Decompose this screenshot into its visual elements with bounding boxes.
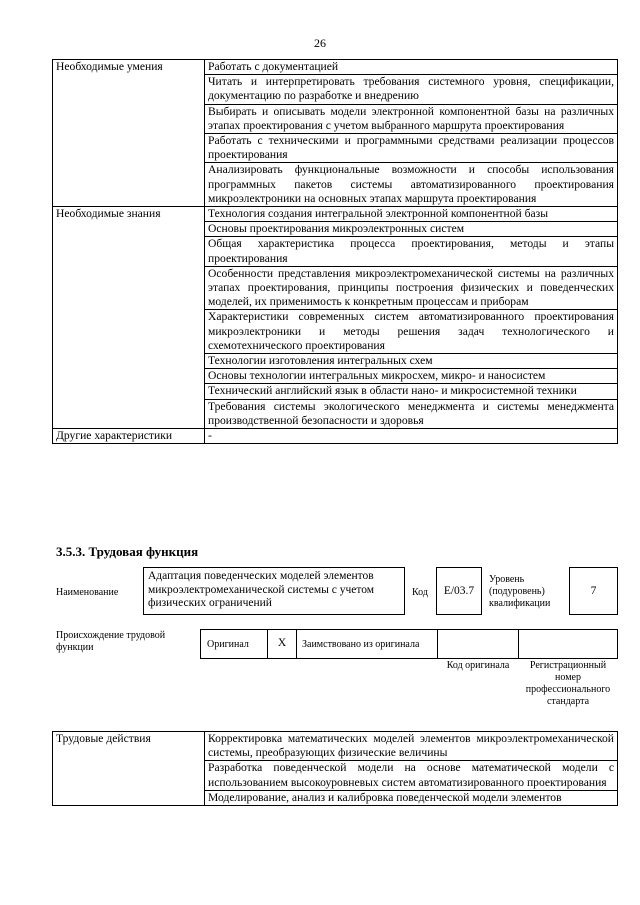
row-item-cell: Разработка поведенческой модели на основе математической модели с использованием высокоуровневых систем автоматизированного проектирования — [205, 761, 618, 790]
row-item-cell: Корректировка математических моделей элементов микроэлектромеханической системы, преобразующих физические величины — [205, 732, 618, 761]
row-item-cell: Читать и интерпретировать требования системного уровня, спецификации, документацию по разработке и внедрению — [205, 75, 618, 104]
original-label: Оригинал — [207, 639, 249, 650]
borrowed-label: Заимствовано из оригинала — [302, 639, 420, 650]
level-value: 7 — [590, 585, 597, 597]
row-label-cell — [53, 266, 205, 310]
row-label-cell — [53, 399, 205, 428]
row-item-cell: Технический английский язык в области нано- и микросистемной техники — [205, 384, 618, 399]
row-label-cell — [53, 222, 205, 237]
row-item-cell: Технологии изготовления интегральных схем — [205, 354, 618, 369]
row-label-cell — [53, 104, 205, 133]
row-label-cell — [53, 354, 205, 369]
row-item-cell: Технология создания интегральной электронной компонентной базы — [205, 207, 618, 222]
row-label-cell — [53, 134, 205, 163]
row-item-cell: - — [205, 429, 618, 444]
row-label-cell: Трудовые действия — [53, 732, 205, 761]
row-label-cell: Необходимые умения — [53, 60, 205, 75]
row-item-cell: Основы технологии интегральных микросхем, микро- и наносистем — [205, 369, 618, 384]
row-item-cell: Особенности представления микроэлектромеханической системы на различных этапах проектирования, принципы построения физических и поведенческих моделей, их применимость к конкретным процессам и приборам — [205, 266, 618, 310]
row-item-cell: Работать с документацией — [205, 60, 618, 75]
row-item-cell: Анализировать функциональные возможности и способы использования программных пакетов системы автоматизированного проектирования микроэлектроники на основных этапах маршрута проектирования — [205, 163, 618, 207]
row-label-cell — [53, 163, 205, 207]
level-box — [569, 567, 618, 615]
row-label-cell — [53, 384, 205, 399]
reg-number-box — [518, 629, 618, 659]
skills-knowledge-table — [52, 59, 618, 444]
row-label-cell — [53, 75, 205, 104]
row-item-cell: Основы проектирования микроэлектронных систем — [205, 222, 618, 237]
original-mark: X — [277, 637, 287, 649]
name-box — [143, 567, 405, 615]
section-heading: 3.5.3. Трудовая функция — [56, 544, 199, 559]
borrowed-box — [296, 629, 438, 659]
row-label-cell — [53, 369, 205, 384]
row-item-cell: Работать с техническими и программными средствами реализации процессов проектирования — [205, 134, 618, 163]
row-label-cell — [53, 237, 205, 266]
row-item-cell: Выбирать и описывать модели электронной компонентной базы на различных этапах проектирования с учетом выбранного маршрута проектирования — [205, 104, 618, 133]
origin-code-caption: Код оригинала — [446, 660, 510, 671]
row-label-cell: Другие характеристики — [53, 429, 205, 444]
row-item-cell: Характеристики современных систем автоматизированного проектирования микроэлектроники и методы решения задач технологического и схемотехнического проектирования — [205, 310, 618, 354]
row-label-cell — [53, 310, 205, 354]
row-item-cell: Моделирование, анализ и калибровка поведенческой модели элементов — [205, 790, 618, 805]
level-label: Уровень (подуровень) квалификации — [489, 574, 551, 609]
code-label: Код — [412, 587, 428, 598]
origin-label: Происхождение трудовой функции — [56, 630, 166, 653]
page-number: 26 — [314, 36, 326, 50]
code-box — [436, 567, 482, 615]
original-box — [200, 629, 268, 659]
code-value: E/03.7 — [443, 585, 475, 597]
name-value: Адаптация поведенческих моделей элементов микроэлектромеханической системы с учетом физических ограничений — [148, 570, 375, 609]
row-label-cell — [53, 761, 205, 790]
row-item-cell: Требования системы экологического менеджмента и системы менеджмента производственной безопасности и здоровья — [205, 399, 618, 428]
row-label-cell: Необходимые знания — [53, 207, 205, 222]
original-mark-box — [267, 629, 297, 659]
reg-number-caption: Регистрационный номер профессионального стандарта — [525, 660, 611, 707]
labor-actions-table — [52, 731, 618, 806]
name-label: Наименование — [56, 587, 119, 598]
row-label-cell — [53, 790, 205, 805]
row-item-cell: Общая характеристика процесса проектирования, методы и этапы проектирования — [205, 237, 618, 266]
origin-code-box — [437, 629, 519, 659]
